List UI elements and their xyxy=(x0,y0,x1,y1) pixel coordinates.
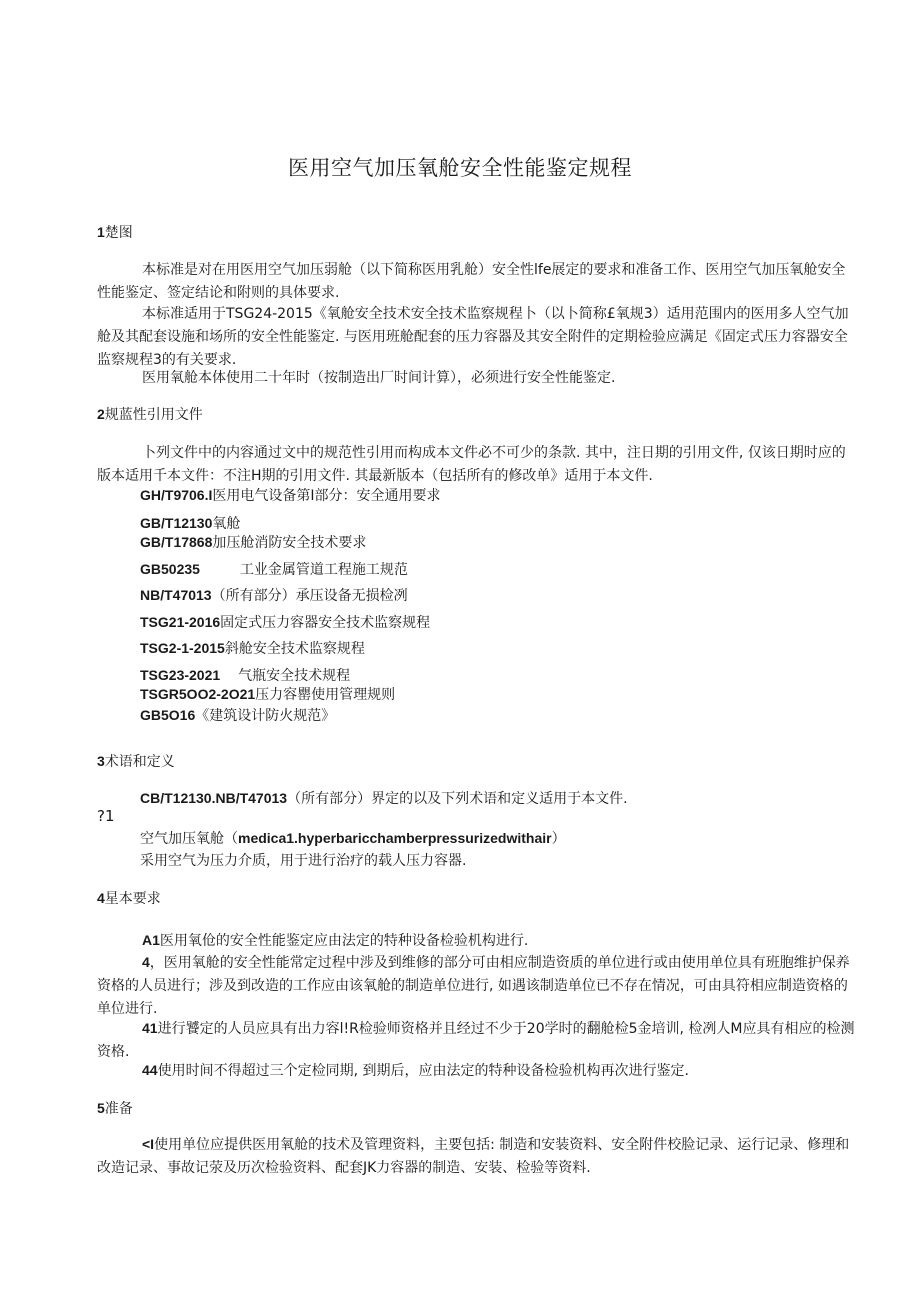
section-1-title: 楚图 xyxy=(104,225,133,241)
clause-item xyxy=(97,929,857,953)
reference-item xyxy=(140,513,240,533)
reference-item xyxy=(140,585,408,605)
term-number: ?1 xyxy=(97,807,115,825)
reference-title: 氧舱 xyxy=(212,516,241,532)
section-1-heading xyxy=(97,222,133,242)
reference-code: GB/T12130 xyxy=(140,515,213,531)
term-english-name: medica1.hyperbaricchamberpressurizedwithair xyxy=(238,830,552,846)
clause-text: 医用氧伧的安全性能鉴定应由法定的特种设备检验机构进行. xyxy=(159,933,529,949)
clause-number: 4 xyxy=(142,954,150,970)
reference-title: 《建筑设计防火规范》 xyxy=(195,708,336,724)
reference-item xyxy=(140,684,395,704)
clause-number: <I xyxy=(142,1136,155,1152)
reference-item xyxy=(140,559,408,579)
section-5-number: 5 xyxy=(97,1100,105,1116)
reference-code: TSG21-2016 xyxy=(140,614,221,630)
reference-title: 医用电气设备第I部分：安全通用要求 xyxy=(212,488,441,504)
section-4-number: 4 xyxy=(97,890,105,906)
term-title xyxy=(140,828,566,848)
clause-item xyxy=(97,1133,857,1180)
reference-title: 斜舱安全技术监察规程 xyxy=(224,641,365,657)
section-3-title: 术语和定义 xyxy=(104,754,175,770)
section-1-paragraph-2: 本标准适用于TSG24-2015《氧舱安全技术安全技术监察规程卜（以卜简称£氧规3）适用范围内的医用多人空气加舱及其配套设施和场所的安全性能鉴定. 与医用班舱配套的压力容器及其安全附件的定期检验应满足《固定式压力容器安全监察规程3的有关要求. xyxy=(97,306,849,368)
clause-text: 使用单位应提供医用氧舱的技术及管理资料，主要包括: 制造和安装资料、安全附件校脸记录、运行记录、修理和改造记录、事故记荥及历次检验资料、配套JK力容器的制造、安装、检验等资料. xyxy=(97,1137,850,1176)
reference-title: 工业金属管道工程施工规范 xyxy=(239,562,408,578)
reference-code: GH/T9706.I xyxy=(140,487,213,503)
clause-number: 44 xyxy=(142,1062,158,1078)
term-chinese-name: 空气加压氧舱（ xyxy=(140,831,238,847)
reference-item xyxy=(140,485,441,505)
clause-number: A1 xyxy=(142,932,160,948)
reference-item xyxy=(140,612,430,632)
section-3-intro xyxy=(140,788,628,808)
reference-item xyxy=(140,638,365,658)
clause-text: 进行饕定的人员应具有出力容l!R检验师资格并且经过不少于20学时的翻舱检5金培训, 检冽人M应具有相应的检测资格. xyxy=(97,1021,855,1060)
reference-code: GB50235 xyxy=(140,561,200,577)
reference-item xyxy=(140,532,366,552)
reference-title: 压力容罌使用管理规则 xyxy=(255,687,396,703)
section-1-paragraph-3: 医用氧舱本体使用二十年时（按制造出厂时间计算），必须进行安全性能鉴定. xyxy=(142,370,616,386)
clause-text: ，医用氧舱的安全性能常定过程中涉及到维修的部分可由相应制造资质的单位进行或由使用单位具有班胞维护保养资格的人员进行；涉及到改造的工作应由该氧舱的制造单位进行, 如遇该制造单位已不存在情况，可由具符相应制造资格的单位进行. xyxy=(97,955,850,1017)
reference-title: 气瓶安全技术规程 xyxy=(238,668,351,684)
clause-text: 使用时间不得超过三个定检同期, 到期后，应由法定的特种设备检验机构再次进行鉴定. xyxy=(157,1063,689,1079)
reference-code: NB/T47013 xyxy=(140,587,212,603)
term-definition: 采用空气为压力介质，用于进行治疗的载人压力容器. xyxy=(140,853,467,869)
clause-item xyxy=(97,1017,857,1064)
section-3-intro-codes: CB/T12130.NB/T47013 xyxy=(140,790,288,806)
section-5-heading xyxy=(97,1098,133,1118)
reference-code: GB5O16 xyxy=(140,707,196,723)
reference-code: TSGR5OO2-2O21 xyxy=(140,686,256,702)
section-2-intro: 卜列文件中的内容通过文中的规范性引用而构成本文件必不可少的条款. 其中，注日期的引用文件, 仅该日期时应的版本适用千本文件：不注H期的引用文件. 其最新版本（包括所有的修改单》适用于本文件. xyxy=(97,445,846,484)
section-1-paragraph-1: 本标准是对在用医用空气加压弱舱（以下简称医用乳舱）安全性lfe展定的要求和准备工作、医用空气加压氧舱安全性能鉴定、签定结论和附则的具体要求. xyxy=(97,262,846,301)
document-title: 医用空气加压氧舱安全性能鉴定规程 xyxy=(288,156,632,180)
reference-item xyxy=(140,665,350,685)
section-5-title: 准备 xyxy=(104,1101,133,1117)
section-3-intro-text: （所有部分）界定的以及下列术语和定义适用于本文件. xyxy=(287,791,628,807)
section-3-heading xyxy=(97,751,175,771)
reference-code: TSG23-2021 xyxy=(140,667,221,683)
reference-item xyxy=(140,705,335,725)
section-2-heading xyxy=(97,404,203,424)
clause-item xyxy=(97,951,857,1021)
reference-title: 加压舱消防安全技术要求 xyxy=(212,535,367,551)
clause-number: 41 xyxy=(142,1020,158,1036)
reference-code: GB/T17868 xyxy=(140,534,213,550)
section-2-title: 规蓝性引用文件 xyxy=(104,407,203,423)
reference-code: TSG2-1-2015 xyxy=(140,640,225,656)
section-4-heading xyxy=(97,888,161,908)
section-2-number: 2 xyxy=(97,406,105,422)
section-4-title: 星本要求 xyxy=(104,891,161,907)
clause-item xyxy=(97,1059,857,1083)
reference-title: 固定式压力容器安全技术监察规程 xyxy=(220,615,431,631)
section-1-number: 1 xyxy=(97,224,105,240)
term-close-paren: ） xyxy=(551,831,566,847)
reference-title: （所有部分）承压设备无损检冽 xyxy=(211,588,408,604)
section-3-number: 3 xyxy=(97,753,105,769)
